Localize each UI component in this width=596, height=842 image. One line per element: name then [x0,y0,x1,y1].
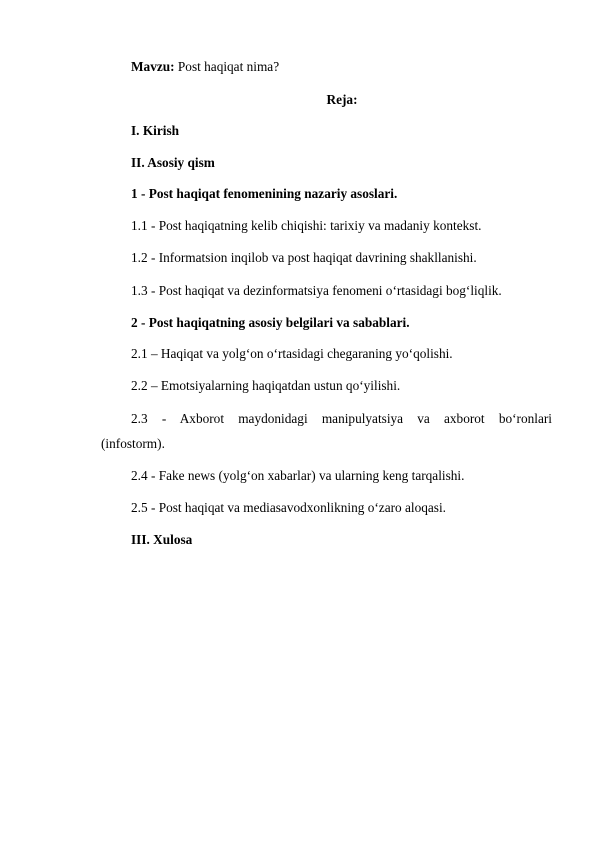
item-conclusion: III. Xulosa [131,532,193,547]
item-2-5: 2.5 - Post haqiqat va mediasavodxonlikning o‘zaro aloqasi. [131,500,446,515]
item-chapter-1: 1 - Post haqiqat fenomenining nazariy asoslari. [131,186,398,201]
item-1-3: 1.3 - Post haqiqat va dezinformatsiya fenomeni o‘rtasidagi bog‘liqlik. [131,283,502,298]
item-1-2: 1.2 - Informatsion inqilob va post haqiqat davrining shakllanishi. [131,250,477,265]
item-chapter-2: 2 - Post haqiqatning asosiy belgilari va sabablari. [131,315,410,330]
item-2-2: 2.2 – Emotsiyalarning haqiqatdan ustun qo‘yilishi. [131,378,401,393]
plan-title: Reja: [326,92,358,107]
topic-line [131,59,279,75]
item-main-part: II. Asosiy qism [131,155,215,170]
topic-text: Post haqiqat nima? [174,59,280,74]
item-2-3-continued: (infostorm). [101,436,165,451]
item-2-4: 2.4 - Fake news (yolg‘on xabarlar) va ularning keng tarqalishi. [131,468,465,483]
item-intro: I. Kirish [131,123,180,138]
item-1-1: 1.1 - Post haqiqatning kelib chiqishi: tarixiy va madaniy kontekst. [131,218,482,233]
item-2-1: 2.1 – Haqiqat va yolg‘on o‘rtasidagi chegaraning yo‘qolishi. [131,346,453,361]
item-2-3: 2.3 - Axborot maydonidagi manipulyatsiya va axborot bo‘ronlari [131,411,552,426]
topic-label: Mavzu: [131,59,175,74]
